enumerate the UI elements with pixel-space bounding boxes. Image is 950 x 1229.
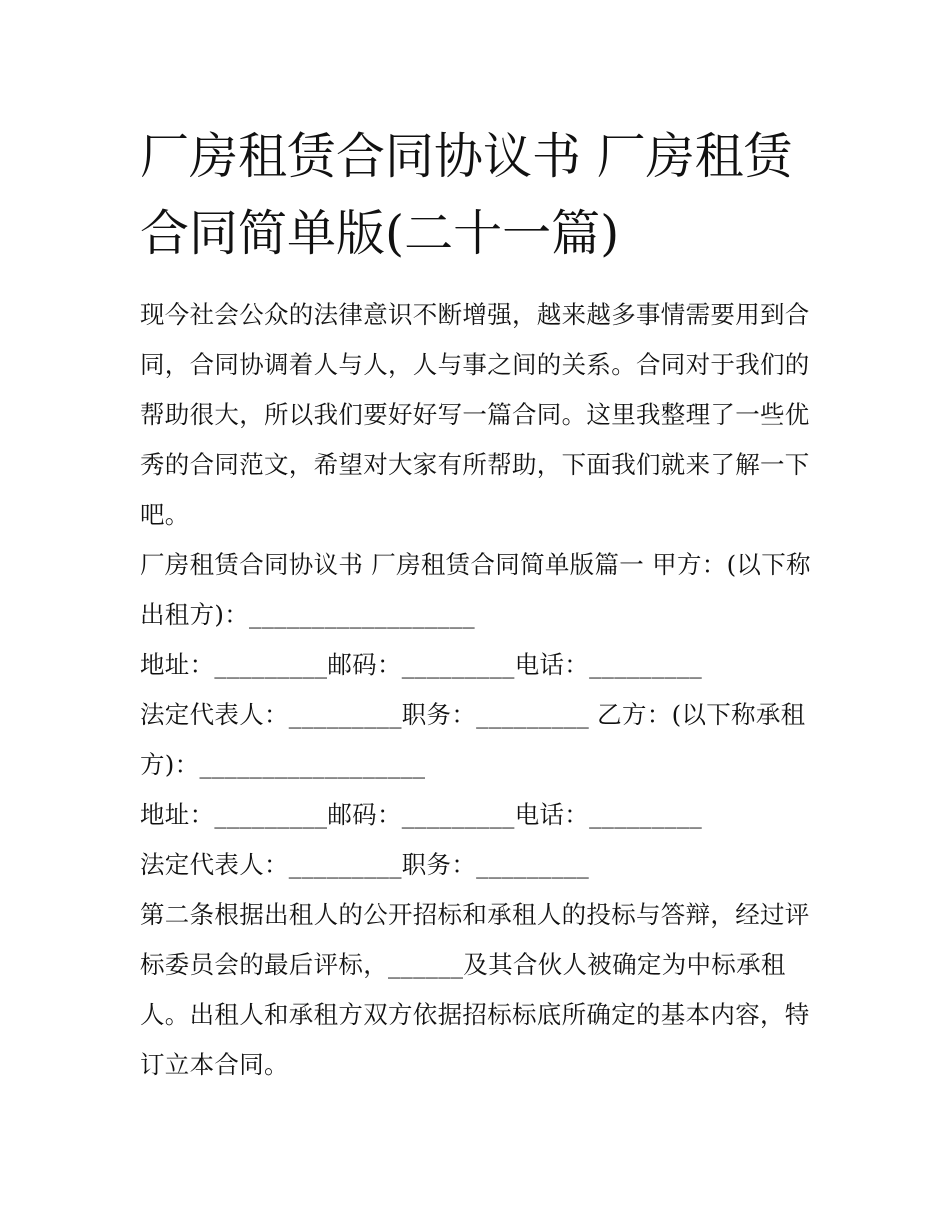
party-a-heading: 厂房租赁合同协议书 厂房租赁合同简单版篇一 甲方：(以下称出租方)：__________________ [140,550,811,629]
party-b-representative-line: 法定代表人：_________职务：_________ [140,850,590,879]
party-a-address-line: 地址：_________邮码：_________电话：_________ [140,650,703,679]
document-title: 厂房租赁合同协议书 厂房租赁合同简单版(二十一篇) [140,128,793,262]
intro-paragraph: 现今社会公众的法律意识不断增强，越来越多事情需要用到合同，合同协调着人与人，人与事之间的关系。合同对于我们的帮助很大，所以我们要好好写一篇合同。这里我整理了一些优秀的合同范文，希望对大家有所帮助，下面我们就来了解一下吧。 [140,300,810,529]
document-body [140,118,812,1090]
party-a-representative-line: 法定代表人：_________职务：_________ 乙方：(以下称承租方)：__________________ [140,700,806,779]
party-b-address-line: 地址：_________邮码：_________电话：_________ [140,800,703,829]
article-two-paragraph: 第二条根据出租人的公开招标和承租人的投标与答辩，经过评标委员会的最后评标，______及其合伙人被确定为中标承租人。出租人和承租方双方依据招标标底所确定的基本内容，特订立本合同。 [140,900,810,1079]
